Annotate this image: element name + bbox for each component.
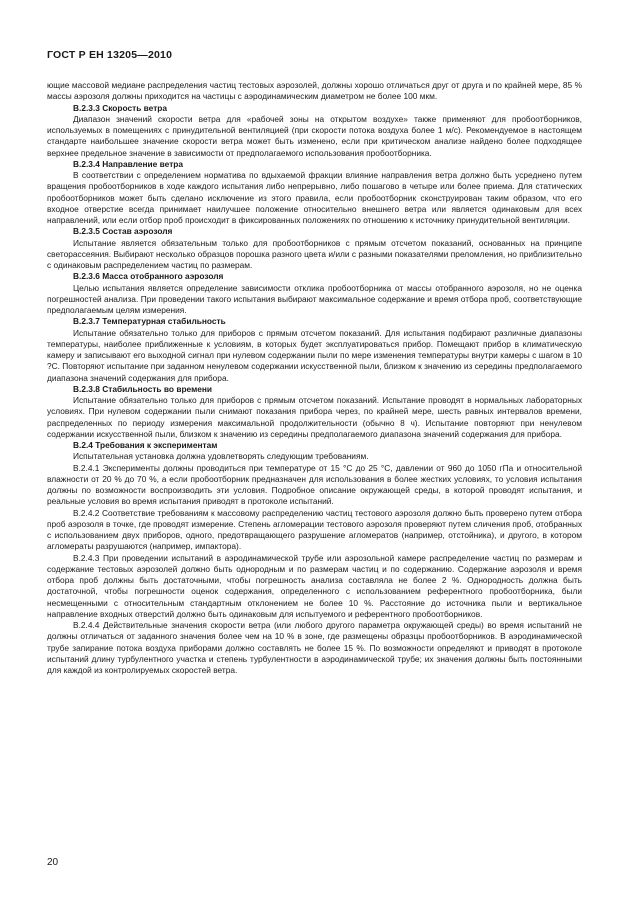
paragraph: B.2.4.2 Соответствие требованиям к массовому распределению частиц тестового аэрозоля должно быть проверено путем отбора проб аэрозоля в точке, где проводят измерение. Степень агломерации тестового аэрозоля проверяют путем сличения проб, отобранных с использованием двух приборов, одного, предотвращающего разрушение агломератов (например, отстойника), и другого, в котором агломераты разрушаются (например, импактора). <box>47 507 582 552</box>
paragraph: В соответствии с определением норматива по вдыхаемой фракции влияние направления ветра должно быть усреднено путем вращения пробоотборников в ходе каждого испытания либо непрерывно, либо пошагово в четыре или более приема. Для статических пробоотборников может быть сделано исключение из этого правила, если пробоотборник сконструирован таким образом, что его входное отверстие всегда принимает наилучшее положение относительно внешнего ветра или является одинаковым для всех направлений, или если отбор проб происходит в фиксированных положениях по отношению к источнику принудительной вентиляции. <box>47 170 582 225</box>
page-number: 20 <box>47 857 59 868</box>
section-heading: B.2.3.7 Температурная стабильность <box>73 316 226 327</box>
paragraph: Диапазон значений скорости ветра для «рабочей зоны на открытом воздухе» также применяют для пробоотборников, используемых в помещениях с принудительной вентиляцией (при скорости потока воздуха более 1 м/с). Рекомендуемое в настоящем стандарте наибольшее значение скорости ветра может быть изменено, если при критическом анализе найдено более подходящее верхнее предельное значение в зависимости от предполагаемого использования пробоотборника. <box>47 113 582 158</box>
section-heading: B.2.3.3 Скорость ветра <box>73 102 168 113</box>
paragraph: Испытание является обязательным только для пробоотборников с прямым отсчетом показаний, основанных на принципе светорассеяния. Выбирают несколько образцов порошка разного цвета и/или с разными показателями преломления, но приблизительно с одинаковым распределением частиц по размерам. <box>47 237 582 270</box>
page-content <box>47 80 582 676</box>
paragraph: B.2.4.1 Эксперименты должны проводиться при температуре от 15 °С до 25 °С, давлении от 960 до 1050 гПа и относительной влажности от 20 % до 70 %, а если пробоотборник предназначен для использования в более жестких условиях, то условия испытания должны по возможности воспроизводить эти условия. Подробное описание окружающей среды, в которой проводят испытания, и реальные условия во время испытания приводят в протоколе испытаний. <box>47 462 582 507</box>
paragraph: Испытание обязательно только для приборов с прямым отсчетом показаний. Для испытания подбирают различные диапазоны температуры, наиболее приближенные к условиям, в которых будет эксплуатироваться прибор. Помещают прибор в климатическую камеру и записывают его выходной сигнал при нулевом содержании пыли по мере изменения температуры внутри камеры с шагом в 10 ?С. Повторяют испытание при заданном ненулевом содержании искусственной пыли, близком к значению из середины предполагаемого диапазона значений содержания для прибора. <box>47 327 582 383</box>
section-heading: B.2.3.6 Масса отобранного аэрозоля <box>73 271 224 282</box>
section-heading: B.2.3.4 Направление ветра <box>73 158 184 169</box>
paragraph: Испытание обязательно только для приборов с прямым отсчетом показаний. Испытание проводят в нормальных лабораторных условиях. При нулевом содержании пыли снимают показания прибора через, по крайней мере, шесть равных интервалов времени, распределенных по периоду измерения максимальной продолжительности (обычно 8 ч). Испытание повторяют при ненулевом содержании искусственной пыли, близком к значению из середины предполагаемого диапазона значений содержания для прибора. <box>47 395 582 439</box>
section-heading: B.2.3.8 Стабильность во времени <box>73 383 213 394</box>
paragraph: B.2.4.4 Действительные значения скорости ветра (или любого другого параметра окружающей среды) во время испытаний не должны отличаться от заданного значения более чем на 10 % в зоне, где размещены образцы пробоотборников. В аэродинамической трубе запирание потока воздуха приборами должно составлять не более 15 %. По возможности определяют и приводят в протоколе испытаний длину турбулентного участка и степень турбулентности в аэродинамической трубе; их значения должны быть постоянными для каждой из контролируемых скоростей ветра. <box>47 620 582 675</box>
document-header: ГОСТ Р ЕН 13205—2010 <box>47 49 173 61</box>
paragraph: Целью испытания является определение зависимости отклика пробоотборника от массы отобранного аэрозоля, но не оценка погрешностей анализа. При проведении такого испытания выбирают максимальное содержание и время отбора проб, соответствующие предполагаемым целям измерения. <box>47 282 582 315</box>
section-heading: B.2.3.5 Состав аэрозоля <box>73 226 173 237</box>
paragraph: ющие массовой медиане распределения частиц тестовых аэрозолей, должны хорошо отличаться друг от друга и по крайней мере, 85 % массы аэрозоля должны приходится на частицы с аэродинамическим диаметром не более 100 мкм. <box>47 80 582 102</box>
paragraph: Испытательная установка должна удовлетворять следующим требованиям. <box>73 451 369 462</box>
section-heading: B.2.4 Требования к экспериментам <box>73 440 218 450</box>
paragraph: B.2.4.3 При проведении испытаний в аэродинамической трубе или аэрозольной камере распределение частиц по размерам и содержание тестовых аэрозолей должно быть однородным и по размерам частиц и по содержанию. Содержание аэрозоля и время отбора проб должны быть достаточными, чтобы погрешность анализа составляла не более 2 %. Однородность должна быть достаточной, чтобы погрешности оценок содержания, определенного с использованием референтного пробоотборника, были несмещенными с относительным стандартным отклонением не более 10 %. Расстояние до источника пыли и вертикальное направление входных отверстий должно быть одинаковым для испытуемого и референтного пробоотборников. <box>47 552 582 619</box>
